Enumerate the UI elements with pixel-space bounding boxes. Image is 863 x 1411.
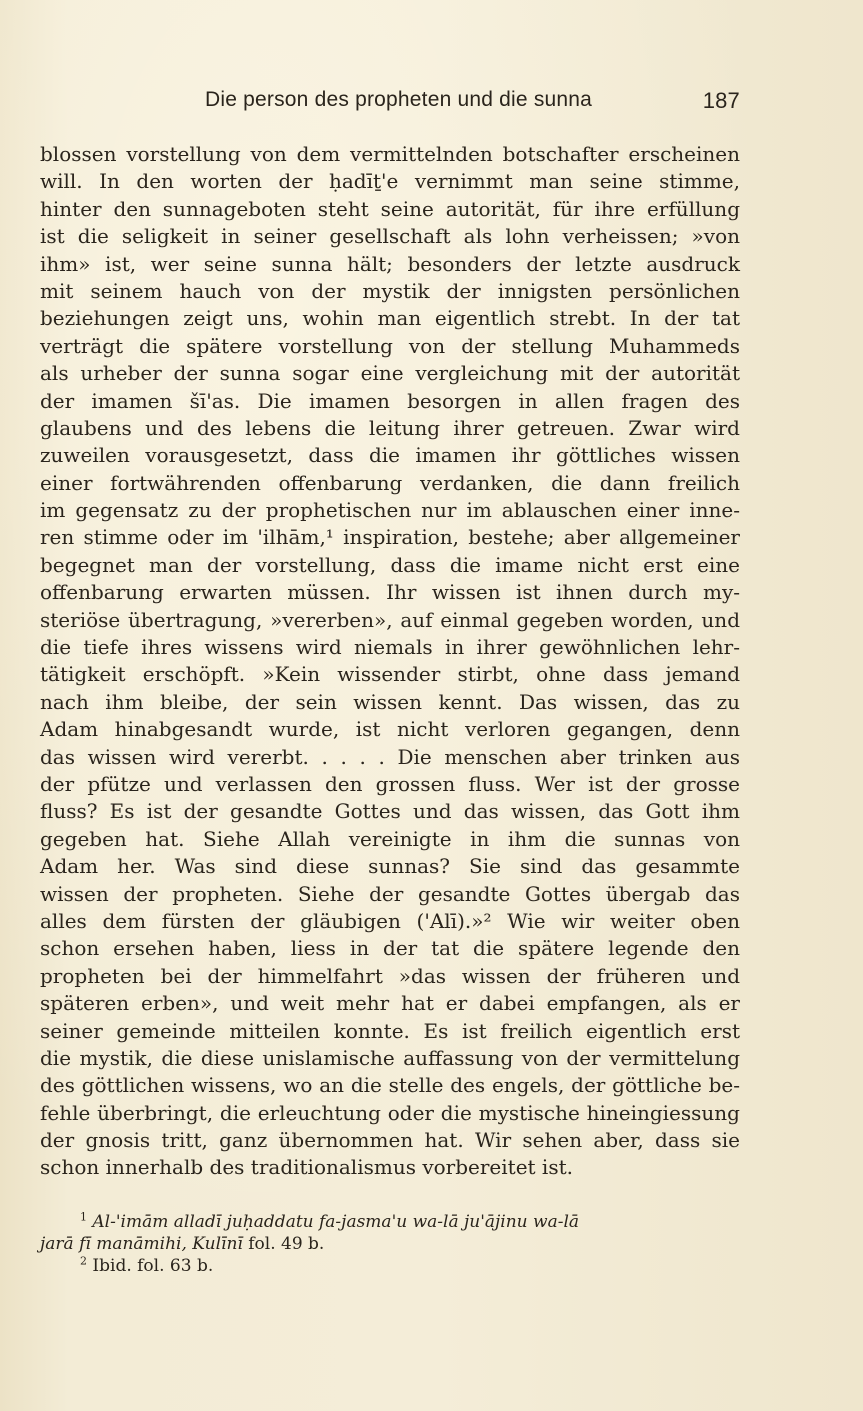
- text-line: der pfütze und verlassen den grossen fluss. Wer ist der grosse: [40, 771, 740, 796]
- text-line: schon ersehen haben, liess in der tat die spätere legende den: [40, 936, 740, 961]
- text-line: der gnosis tritt, ganz übernommen hat. Wir sehen aber, dass sie: [40, 1128, 740, 1153]
- text-line: steriöse übertragung, »vererben», auf einmal gegeben worden, und: [40, 607, 740, 632]
- text-line: wissen der propheten. Siehe der gesandte Gottes übergab das: [40, 881, 740, 906]
- footnote-1-folio: fol. 49 b.: [242, 1234, 325, 1254]
- text-line: mit seinem hauch von der mystik der innigsten persönlichen: [40, 278, 740, 303]
- footnotes: [40, 1211, 740, 1277]
- running-title: Die person des propheten und die sunna: [205, 88, 593, 111]
- text-line: nach ihm bleibe, der sein wissen kennt. Das wissen, das zu: [40, 689, 740, 714]
- text-line: im gegensatz zu der prophetischen nur im ablauschen einer inne-: [40, 498, 740, 523]
- text-line: die mystik, die diese unislamische auffassung von der vermittelung: [40, 1045, 740, 1070]
- text-line: glaubens und des lebens die leitung ihrer getreuen. Zwar wird: [40, 415, 740, 440]
- text-line: fehle überbringt, die erleuchtung oder die mystische hineingiessung: [40, 1100, 740, 1125]
- text-line: ren stimme oder im 'ilhām,¹ inspiration, bestehe; aber allgemeiner: [40, 525, 740, 550]
- text-line: propheten bei der himmelfahrt »das wissen der früheren und: [40, 963, 740, 988]
- text-line: das wissen wird vererbt. . . . . Die menschen aber trinken aus: [40, 744, 740, 769]
- text-line: fluss? Es ist der gesandte Gottes und das wissen, das Gott ihm: [40, 799, 740, 824]
- text-line: des göttlichen wissens, wo an die stelle des engels, der göttliche be-: [40, 1073, 740, 1098]
- text-line: Adam hinabgesandt wurde, ist nicht verloren gegangen, denn: [40, 717, 740, 742]
- text-line: ist die seligkeit in seiner gesellschaft als lohn verheissen; »von: [40, 224, 740, 249]
- footnote-2: [40, 1255, 740, 1277]
- text-line: begegnet man der vorstellung, dass die imame nicht erst eine: [40, 552, 740, 577]
- text-line: der imamen šī'as. Die imamen besorgen in allen fragen des: [40, 388, 740, 413]
- page-number: 187: [702, 88, 740, 113]
- footnote-1-continuation: [40, 1233, 740, 1255]
- text-line: späteren erben», und weit mehr hat er dabei empfangen, als er: [40, 991, 740, 1016]
- text-line: gegeben hat. Siehe Allah vereinigte in ihm die sunnas von: [40, 826, 740, 851]
- text-line: will. In den worten der ḥadīṯ'e vernimmt man seine stimme,: [40, 169, 740, 194]
- footnote-1-source: jarā fī manāmihi, Kulīnī: [40, 1234, 243, 1254]
- footnote-1-mark: 1: [80, 1210, 87, 1224]
- text-line: blossen vorstellung von dem vermittelnden botschafter erscheinen: [40, 142, 740, 166]
- text-line: hinter den sunnageboten steht seine autorität, für ihre erfüllung: [40, 196, 740, 221]
- footnote-1-citation: Al-'imām alladī juḥaddatu fa-jasma'u wa-lā ju'ājinu wa-lā: [92, 1212, 580, 1232]
- footnote-2-text: Ibid. fol. 63 b.: [92, 1256, 214, 1276]
- text-line: beziehungen zeigt uns, wohin man eigentlich strebt. In der tat: [40, 306, 740, 331]
- text-line: zuweilen vorausgesetzt, dass die imamen ihr göttliches wissen: [40, 443, 740, 468]
- text-line: alles dem fürsten der gläubigen ('Alī).»² Wie wir weiter oben: [40, 908, 740, 933]
- footnote-2-mark: 2: [80, 1254, 87, 1268]
- text-line: die tiefe ihres wissens wird niemals in ihrer gewöhnlichen lehr-: [40, 635, 740, 660]
- text-line: verträgt die spätere vorstellung von der stellung Muhammeds: [40, 333, 740, 358]
- footnote-1: [40, 1211, 740, 1233]
- text-line: seiner gemeinde mitteilen konnte. Es ist freilich eigentlich erst: [40, 1018, 740, 1043]
- text-line: als urheber der sunna sogar eine vergleichung mit der autorität: [40, 361, 740, 386]
- text-line: Adam her. Was sind diese sunnas? Sie sind das gesammte: [40, 854, 740, 879]
- text-line: tätigkeit erschöpft. »Kein wissender stirbt, ohne dass jemand: [40, 662, 740, 687]
- text-line-last: schon innerhalb des traditionalismus vorbereitet ist.: [40, 1155, 573, 1180]
- text-line: ihm» ist, wer seine sunna hält; besonders der letzte ausdruck: [40, 251, 740, 276]
- body-text: [40, 141, 740, 1182]
- text-line: offenbarung erwarten müssen. Ihr wissen ist ihnen durch my-: [40, 580, 740, 605]
- text-line: einer fortwährenden offenbarung verdanken, die dann freilich: [40, 470, 740, 495]
